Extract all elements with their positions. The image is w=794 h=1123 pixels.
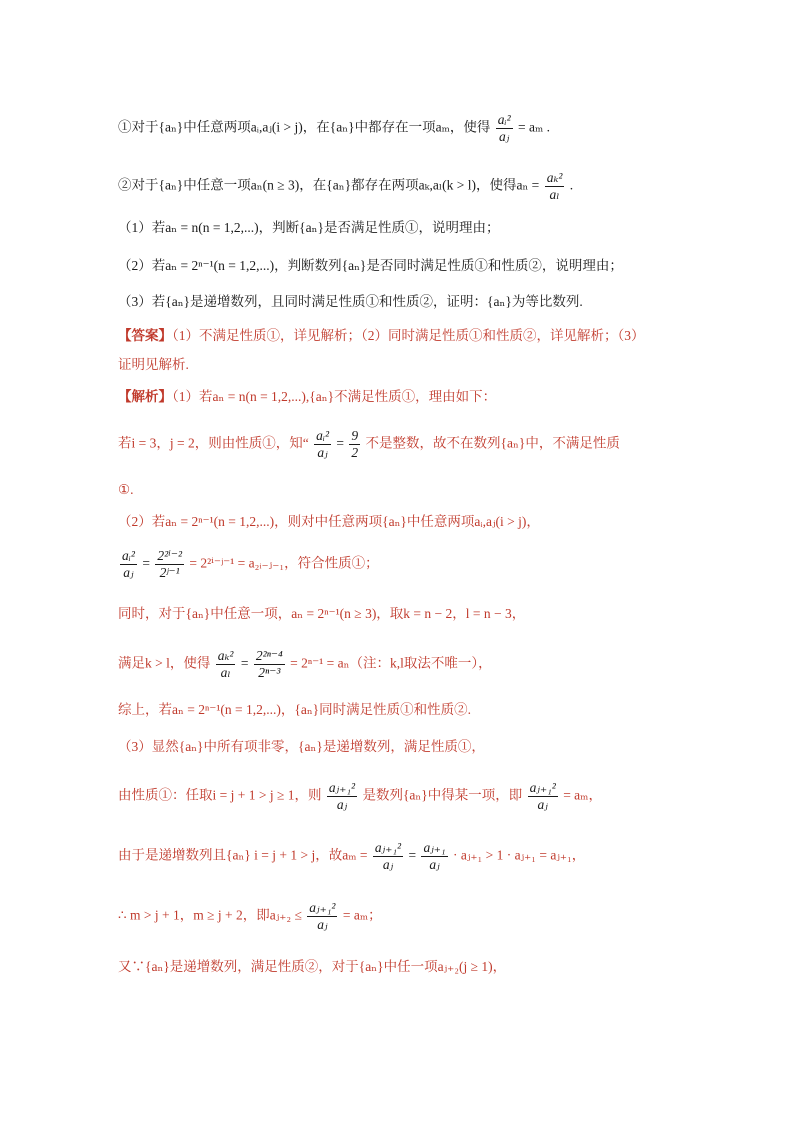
condition-1-text: ①对于{aₙ}中任意两项aᵢ,aⱼ(i > j)，在{aₙ}中都存在一项aₘ，使得	[118, 119, 491, 135]
solution-line-3: ①.	[118, 482, 134, 497]
solution-line-10: 由性质①：任取i = j + 1 > j ≥ 1，则 $\frac{\text{aⱼ₊₁²}}{\text{aⱼ}}$ 是数列{aₙ}中得某一项，即 $\frac{\text{aⱼ₊₁²}}{\text{aⱼ}}$ = aₘ，	[118, 780, 602, 812]
answer-line-2: 证明见解析.	[118, 357, 189, 372]
question-2: （2）若aₙ = 2ⁿ⁻¹(n = 1,2,...)，判断数列{aₙ}是否同时满足性质①和性质②，说明理由；	[118, 258, 623, 273]
answer-label: 【答案】	[118, 328, 172, 343]
question-3: （3）若{aₙ}是递增数列，且同时满足性质①和性质②，证明：{aₙ}为等比数列.	[118, 294, 583, 309]
solution-line-2: 若i = 3，j = 2，则由性质①，知“ $\frac{\text{aᵢ²}}{\text{aⱼ}}$ = $\frac{9}{2}$ 不是整数，故不在数列{aₙ}中，不满足性质	[118, 428, 620, 460]
solution-line-6: 同时，对于{aₙ}中任意一项，aₙ = 2ⁿ⁻¹(n ≥ 3)，取k = n − 2，l = n − 3，	[118, 606, 526, 621]
solution-line-13: 又∵{aₙ}是递增数列，满足性质②，对于{aₙ}中任一项aⱼ₊₂(j ≥ 1)，	[118, 959, 507, 974]
solution-line-1: 【解析】（1）若aₙ = n(n = 1,2,...),{aₙ}不满足性质①，理由如下：	[118, 389, 497, 404]
answer-line-1: 【答案】（1）不满足性质①，详见解析；（2）同时满足性质①和性质②，详见解析；（3）	[118, 328, 645, 343]
condition-2-text: ②对于{aₙ}中任意一项aₙ(n ≥ 3)，在{aₙ}都存在两项aₖ,aₗ(k > l)，使得aₙ =	[118, 177, 540, 193]
solution-line-12: ∴ m > j + 1，m ≥ j + 2，即aⱼ₊₂ ≤ $\frac{\text{aⱼ₊₁²}}{\text{aⱼ}}$ = aₘ；	[118, 900, 382, 932]
solution-label: 【解析】	[118, 389, 172, 404]
condition-2: ②对于{aₙ}中任意一项aₙ(n ≥ 3)，在{aₙ}都存在两项aₖ,aₗ(k > l)，使得aₙ = $\frac{\text{aₖ²}}{\text{aₗ}}$ .	[118, 170, 574, 202]
solution-line-11: 由于是递增数列且{aₙ} i = j + 1 > j，故aₘ = $\frac{\text{aⱼ₊₁²}}{\text{aⱼ}}$ = $\frac{\text{aⱼ₊₁}}{\text{aⱼ}}$ · aⱼ₊₁ > 1 · aⱼ₊₁ = aⱼ₊₁，	[118, 840, 586, 872]
question-1: （1）若aₙ = n(n = 1,2,...)，判断{aₙ}是否满足性质①，说明理由；	[118, 220, 500, 235]
ratio-fraction: $\frac{\text{aᵢ²}}{\text{aⱼ}}$	[316, 428, 330, 460]
solution-line-4: （2）若aₙ = 2ⁿ⁻¹(n = 1,2,...)，则对中任意两项{aₙ}中任意两项aᵢ,aⱼ(i > j)，	[118, 514, 540, 529]
nine-halves-fraction: $\frac{9}{2}$	[351, 428, 359, 460]
condition-1: ①对于{aₙ}中任意两项aᵢ,aⱼ(i > j)，在{aₙ}中都存在一项aₘ，使得 $\frac{\text{aᵢ²}}{\text{aⱼ}}$ = aₘ .	[118, 112, 551, 144]
solution-line-5: $\frac{\text{aᵢ²}}{\text{aⱼ}}$ = $\frac{\text{2²ⁱ⁻²}}{\text{2ʲ⁻¹}}$ = 2²ⁱ⁻ʲ⁻¹ = a₂ᵢ₋ⱼ₋₁，符合性质①；	[122, 548, 379, 580]
solution-line-7: 满足k > l，使得 $\frac{\text{aₖ²}}{\text{aₗ}}$ = $\frac{\text{2²ⁿ⁻⁴}}{\text{2ⁿ⁻³}}$ = 2ⁿ⁻¹ = aₙ（注：k,l取法不唯一），	[118, 648, 492, 680]
condition-2-fraction: $\frac{\text{aₖ²}}{\text{aₗ}}$	[546, 170, 563, 202]
solution-line-8: 综上，若aₙ = 2ⁿ⁻¹(n = 1,2,...)，{aₙ}同时满足性质①和性质②.	[118, 702, 472, 717]
condition-1-fraction: $\frac{\text{aᵢ²}}{\text{aⱼ}}$	[497, 112, 511, 144]
solution-line-9: （3）显然{aₙ}中所有项非零，{aₙ}是递增数列，满足性质①，	[118, 739, 485, 754]
